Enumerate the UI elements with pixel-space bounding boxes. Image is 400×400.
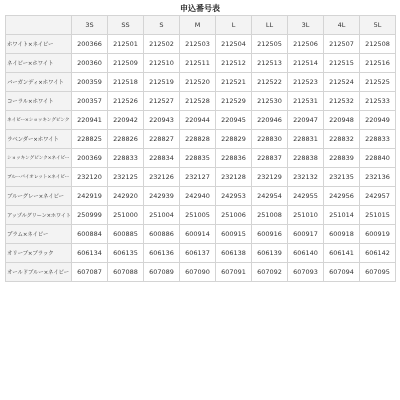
order-code-cell: 228835 xyxy=(180,149,216,168)
order-code-cell: 600885 xyxy=(108,225,144,244)
color-name-cell: バーガンディ×ホワイト xyxy=(6,73,72,92)
color-name-cell: ホワイト×ネイビー xyxy=(6,35,72,54)
order-code-cell: 607094 xyxy=(324,263,360,282)
table-header-row xyxy=(6,16,396,35)
order-code-cell: 600919 xyxy=(360,225,396,244)
order-code-cell: 606140 xyxy=(288,244,324,263)
order-code-cell: 232136 xyxy=(360,168,396,187)
order-code-cell: 242956 xyxy=(324,187,360,206)
order-code-cell: 250999 xyxy=(72,206,108,225)
color-name-cell: ブルーグレー×ネイビー xyxy=(6,187,72,206)
order-code-cell: 232127 xyxy=(180,168,216,187)
table-row xyxy=(6,263,396,282)
order-code-cell: 251006 xyxy=(216,206,252,225)
order-code-cell: 220948 xyxy=(324,111,360,130)
color-name-cell: オールドブルー×ネイビー xyxy=(6,263,72,282)
color-name-cell: ラベンダー×ホワイト xyxy=(6,130,72,149)
order-code-cell: 228840 xyxy=(360,149,396,168)
order-code-cell: 600884 xyxy=(72,225,108,244)
order-code-cell: 220946 xyxy=(252,111,288,130)
order-code-cell: 232132 xyxy=(288,168,324,187)
order-code-cell: 242953 xyxy=(216,187,252,206)
order-code-cell: 228831 xyxy=(288,130,324,149)
order-code-cell: 212516 xyxy=(360,54,396,73)
order-code-cell: 242939 xyxy=(144,187,180,206)
order-code-cell: 228833 xyxy=(360,130,396,149)
table-row xyxy=(6,168,396,187)
order-code-cell: 212528 xyxy=(180,92,216,111)
order-code-cell: 212522 xyxy=(252,73,288,92)
table-row xyxy=(6,35,396,54)
table-row xyxy=(6,130,396,149)
order-code-cell: 212509 xyxy=(108,54,144,73)
order-code-cell: 212507 xyxy=(324,35,360,54)
order-code-cell: 228832 xyxy=(324,130,360,149)
order-code-cell: 242919 xyxy=(72,187,108,206)
header-corner-cell xyxy=(6,16,72,35)
order-code-cell: 212531 xyxy=(288,92,324,111)
table-row xyxy=(6,149,396,168)
order-code-cell: 242940 xyxy=(180,187,216,206)
color-name-cell: オリーブ×ブラック xyxy=(6,244,72,263)
order-code-cell: 212502 xyxy=(144,35,180,54)
order-code-cell: 200357 xyxy=(72,92,108,111)
order-code-cell: 251008 xyxy=(252,206,288,225)
table-body xyxy=(6,35,396,282)
order-code-cell: 212530 xyxy=(252,92,288,111)
order-code-cell: 607093 xyxy=(288,263,324,282)
order-code-cell: 212523 xyxy=(288,73,324,92)
table-row xyxy=(6,111,396,130)
color-name-cell: コーラル×ホワイト xyxy=(6,92,72,111)
order-code-cell: 212532 xyxy=(324,92,360,111)
order-code-cell: 606141 xyxy=(324,244,360,263)
order-code-cell: 200369 xyxy=(72,149,108,168)
order-code-cell: 232125 xyxy=(108,168,144,187)
order-code-cell: 212503 xyxy=(180,35,216,54)
order-code-cell: 242955 xyxy=(288,187,324,206)
order-code-cell: 606139 xyxy=(252,244,288,263)
order-code-cell: 212510 xyxy=(144,54,180,73)
order-code-cell: 228829 xyxy=(216,130,252,149)
order-code-cell: 212513 xyxy=(252,54,288,73)
order-code-cell: 606136 xyxy=(144,244,180,263)
order-code-cell: 212525 xyxy=(360,73,396,92)
order-code-cell: 251010 xyxy=(288,206,324,225)
order-code-cell: 242954 xyxy=(252,187,288,206)
color-name-cell: ネイビー×ホワイト xyxy=(6,54,72,73)
order-code-cell: 228827 xyxy=(144,130,180,149)
order-code-cell: 200366 xyxy=(72,35,108,54)
order-code-cell: 220941 xyxy=(72,111,108,130)
page-title: 申込番号表 xyxy=(180,4,220,13)
size-header: 3L xyxy=(288,16,324,35)
order-code-cell: 220942 xyxy=(108,111,144,130)
size-header: L xyxy=(216,16,252,35)
table-row xyxy=(6,92,396,111)
order-code-cell: 212519 xyxy=(144,73,180,92)
order-code-cell: 232129 xyxy=(252,168,288,187)
order-code-cell: 200360 xyxy=(72,54,108,73)
size-header: LL xyxy=(252,16,288,35)
table-row xyxy=(6,54,396,73)
order-code-cell: 212520 xyxy=(180,73,216,92)
size-header: 3S xyxy=(72,16,108,35)
order-code-cell: 228836 xyxy=(216,149,252,168)
order-code-cell: 212501 xyxy=(108,35,144,54)
order-code-cell: 600917 xyxy=(288,225,324,244)
size-header: 4L xyxy=(324,16,360,35)
order-code-cell: 212505 xyxy=(252,35,288,54)
order-code-cell: 212526 xyxy=(108,92,144,111)
order-code-cell: 212524 xyxy=(324,73,360,92)
order-code-cell: 228839 xyxy=(324,149,360,168)
order-code-cell: 228825 xyxy=(72,130,108,149)
size-header: M xyxy=(180,16,216,35)
order-code-cell: 220944 xyxy=(180,111,216,130)
order-code-cell: 212514 xyxy=(288,54,324,73)
order-code-cell: 607087 xyxy=(72,263,108,282)
order-code-cell: 212504 xyxy=(216,35,252,54)
order-code-cell: 606134 xyxy=(72,244,108,263)
order-code-cell: 606138 xyxy=(216,244,252,263)
order-code-cell: 212512 xyxy=(216,54,252,73)
order-code-cell: 251015 xyxy=(360,206,396,225)
order-code-cell: 600915 xyxy=(216,225,252,244)
order-code-cell: 606135 xyxy=(108,244,144,263)
order-code-cell: 228834 xyxy=(144,149,180,168)
color-name-cell: ショッキングピンク×ネイビー xyxy=(6,149,72,168)
order-code-cell: 600886 xyxy=(144,225,180,244)
order-code-cell: 607088 xyxy=(108,263,144,282)
table-row xyxy=(6,244,396,263)
order-code-cell: 606137 xyxy=(180,244,216,263)
order-code-cell: 251014 xyxy=(324,206,360,225)
table-row xyxy=(6,73,396,92)
color-name-cell: ブルーバイオレット×ネイビー xyxy=(6,168,72,187)
order-code-cell: 232128 xyxy=(216,168,252,187)
order-code-cell: 607095 xyxy=(360,263,396,282)
order-code-cell: 212527 xyxy=(144,92,180,111)
order-code-cell: 607092 xyxy=(252,263,288,282)
order-code-cell: 228828 xyxy=(180,130,216,149)
order-code-cell: 212518 xyxy=(108,73,144,92)
color-name-cell: プラム×ネイビー xyxy=(6,225,72,244)
order-code-cell: 200359 xyxy=(72,73,108,92)
order-code-cell: 228837 xyxy=(252,149,288,168)
order-code-cell: 220943 xyxy=(144,111,180,130)
order-code-cell: 242920 xyxy=(108,187,144,206)
order-code-cell: 600914 xyxy=(180,225,216,244)
order-code-cell: 600916 xyxy=(252,225,288,244)
order-code-cell: 251005 xyxy=(180,206,216,225)
order-code-cell: 251000 xyxy=(108,206,144,225)
size-header: SS xyxy=(108,16,144,35)
color-name-cell: ネイビー×ショッキングピンク xyxy=(6,111,72,130)
order-code-cell: 212533 xyxy=(360,92,396,111)
order-code-cell: 232126 xyxy=(144,168,180,187)
order-code-table xyxy=(5,15,396,282)
order-code-cell: 220947 xyxy=(288,111,324,130)
table-row xyxy=(6,187,396,206)
order-code-cell: 220945 xyxy=(216,111,252,130)
order-code-cell: 212506 xyxy=(288,35,324,54)
order-code-cell: 212521 xyxy=(216,73,252,92)
order-code-cell: 242957 xyxy=(360,187,396,206)
order-code-cell: 606142 xyxy=(360,244,396,263)
order-code-cell: 212529 xyxy=(216,92,252,111)
order-code-cell: 212511 xyxy=(180,54,216,73)
table-row xyxy=(6,225,396,244)
order-code-cell: 607091 xyxy=(216,263,252,282)
order-code-cell: 228833 xyxy=(108,149,144,168)
size-header: 5L xyxy=(360,16,396,35)
order-code-cell: 232135 xyxy=(324,168,360,187)
order-code-cell: 232120 xyxy=(72,168,108,187)
order-code-cell: 607089 xyxy=(144,263,180,282)
order-code-cell: 228826 xyxy=(108,130,144,149)
order-code-cell: 212508 xyxy=(360,35,396,54)
order-code-cell: 251004 xyxy=(144,206,180,225)
order-code-cell: 212515 xyxy=(324,54,360,73)
order-code-cell: 228830 xyxy=(252,130,288,149)
order-code-cell: 220949 xyxy=(360,111,396,130)
size-header: S xyxy=(144,16,180,35)
table-row xyxy=(6,206,396,225)
order-code-cell: 600918 xyxy=(324,225,360,244)
order-code-cell: 607090 xyxy=(180,263,216,282)
color-name-cell: アップルグリーン×ホワイト xyxy=(6,206,72,225)
order-code-cell: 228838 xyxy=(288,149,324,168)
